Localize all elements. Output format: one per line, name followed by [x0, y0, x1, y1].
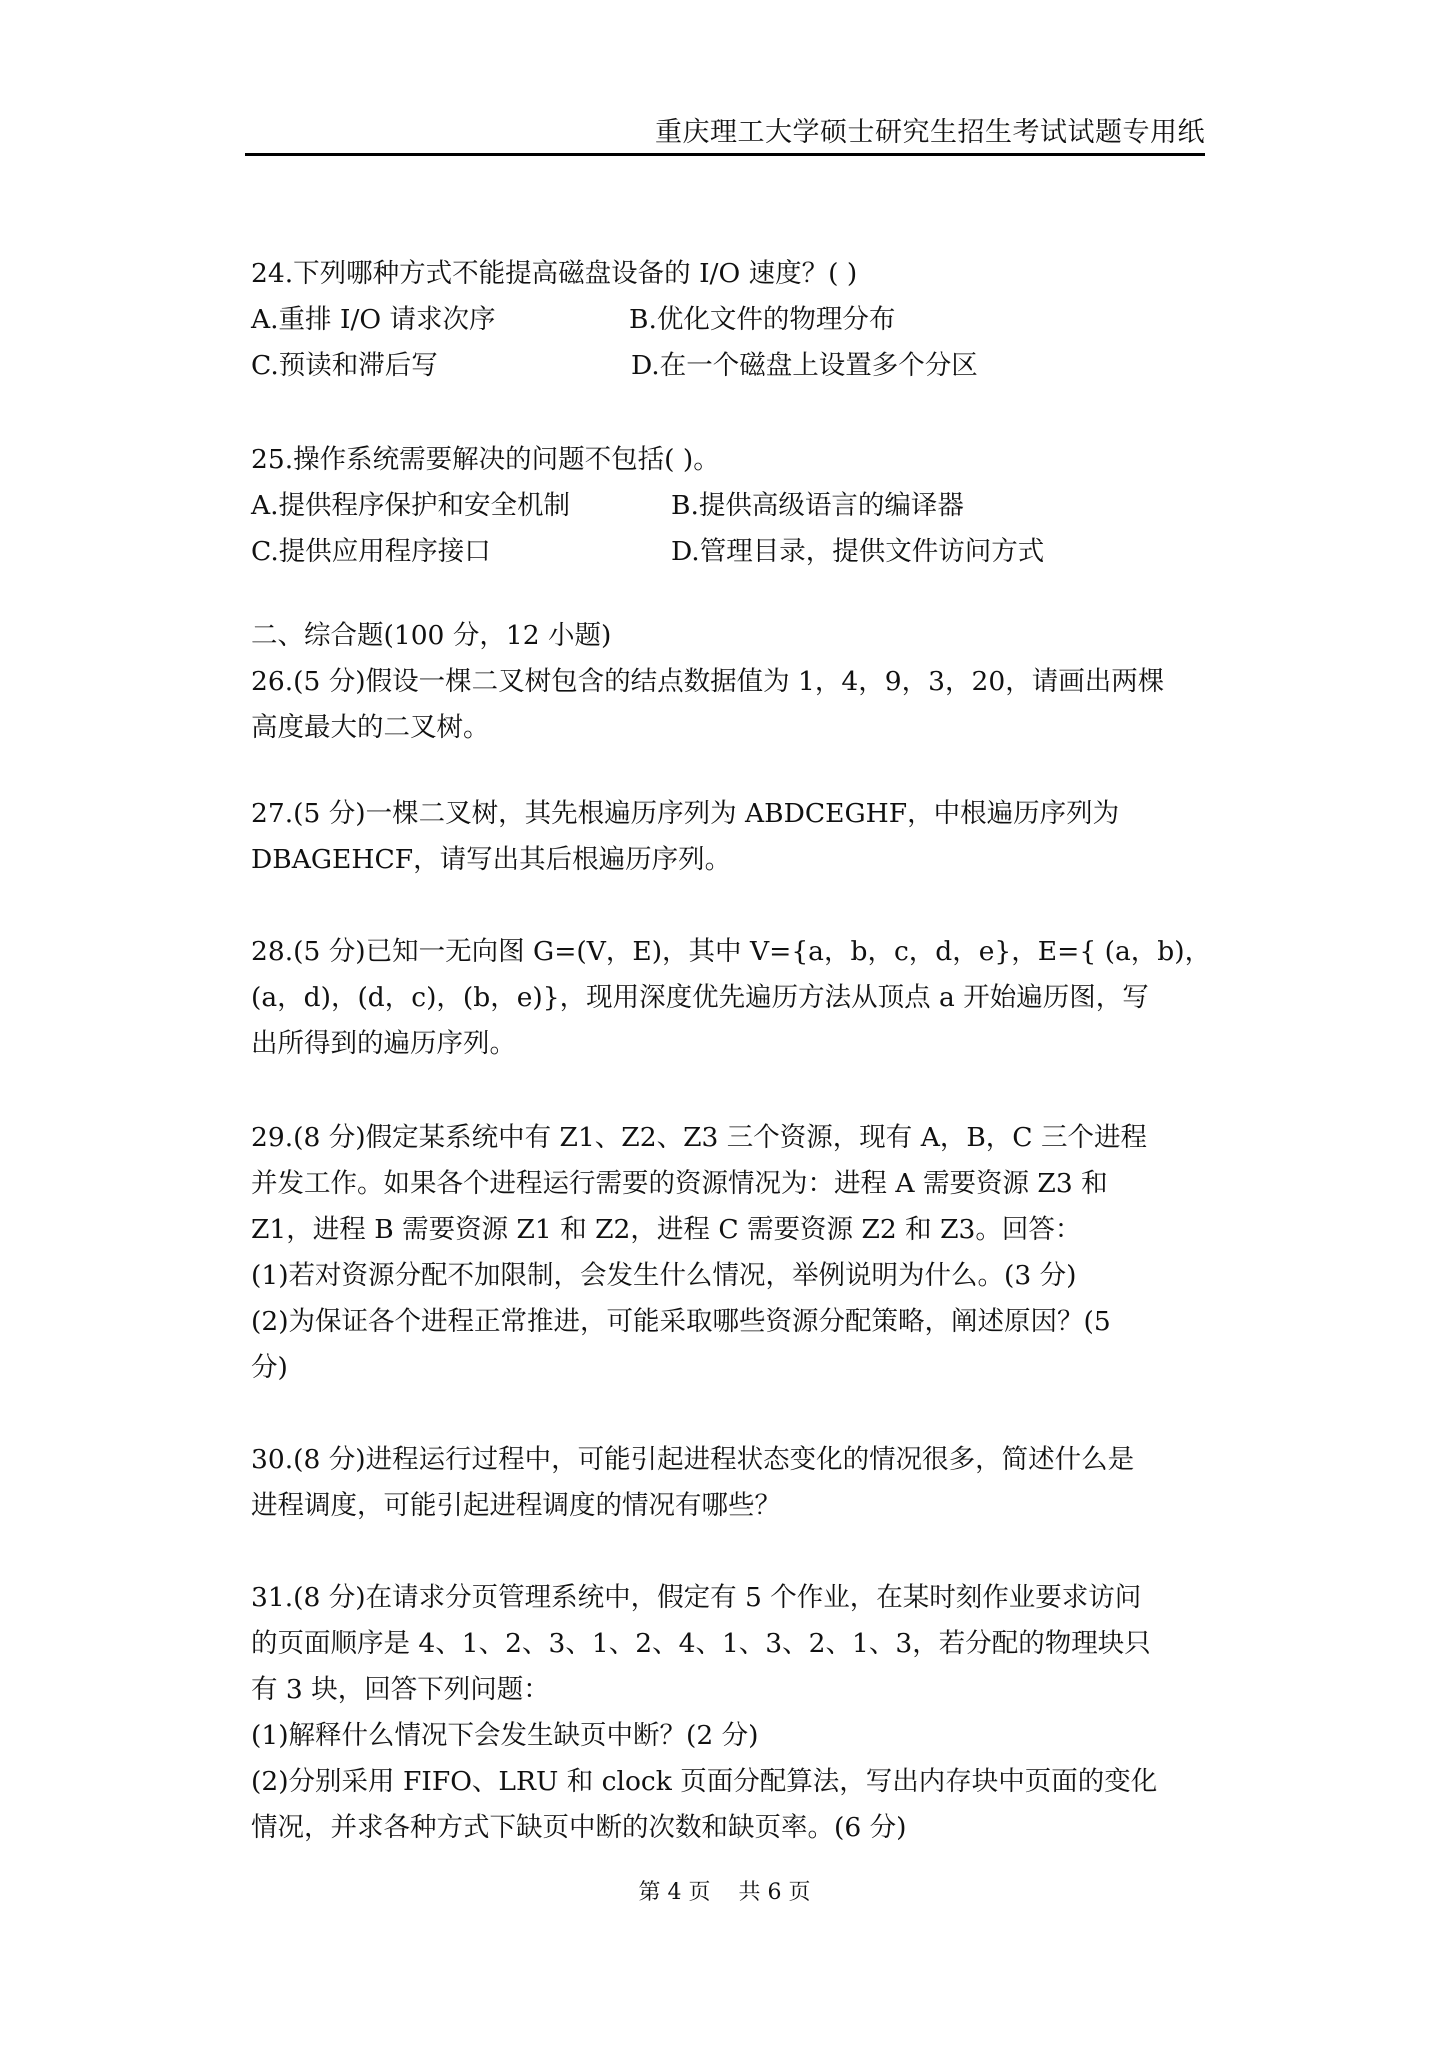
question-25-option-c: C.提供应用程序接口 — [251, 536, 491, 567]
header-title: 重庆理工大学硕士研究生招生考试试题专用纸 — [655, 117, 1205, 148]
question-29-line: 分) — [251, 1352, 288, 1383]
question-24-option-a: A.重排 I/O 请求次序 — [251, 304, 496, 335]
question-31-line: 有 3 块，回答下列问题： — [251, 1674, 550, 1705]
question-29-line: 并发工作。如果各个进程运行需要的资源情况为：进程 A 需要资源 Z3 和 — [251, 1168, 1108, 1199]
question-31-subquestion-1: (1)解释什么情况下会发生缺页中断？(2 分) — [251, 1720, 759, 1751]
question-26-line: 高度最大的二叉树。 — [251, 712, 490, 743]
question-31-line: 31.(8 分)在请求分页管理系统中，假定有 5 个作业，在某时刻作业要求访问 — [251, 1582, 1142, 1613]
page-footer: 第 4 页 共 6 页 — [638, 1880, 811, 1905]
question-30-line: 30.(8 分)进程运行过程中，可能引起进程状态变化的情况很多，简述什么是 — [251, 1444, 1135, 1475]
question-24-stem: 24.下列哪种方式不能提高磁盘设备的 I/O 速度？( ) — [251, 258, 858, 289]
question-31-subquestion-2: (2)分别采用 FIFO、LRU 和 clock 页面分配算法，写出内存块中页面的变化 — [251, 1766, 1158, 1797]
question-25-option-d: D.管理目录，提供文件访问方式 — [671, 536, 1045, 567]
question-29-subquestion-1: (1)若对资源分配不加限制，会发生什么情况，举例说明为什么。(3 分) — [251, 1260, 1077, 1291]
question-27-line: 27.(5 分)一棵二叉树，其先根遍历序列为 ABDCEGHF，中根遍历序列为 — [251, 798, 1120, 829]
header-divider — [245, 153, 1205, 156]
question-29-line: Z1，进程 B 需要资源 Z1 和 Z2，进程 C 需要资源 Z2 和 Z3。回答： — [251, 1214, 1082, 1245]
question-24-option-b: B.优化文件的物理分布 — [629, 304, 896, 335]
page-header — [245, 116, 1205, 156]
question-31-line: 的页面顺序是 4、1、2、3、1、2、4、1、3、2、1、3，若分配的物理块只 — [251, 1628, 1151, 1659]
question-24-option-d: D.在一个磁盘上设置多个分区 — [631, 350, 978, 381]
question-31-line: 情况，并求各种方式下缺页中断的次数和缺页率。(6 分) — [251, 1812, 907, 1843]
question-30-line: 进程调度，可能引起进程调度的情况有哪些？ — [251, 1490, 781, 1521]
question-29-subquestion-2: (2)为保证各个进程正常推进，可能采取哪些资源分配策略，阐述原因？(5 — [251, 1306, 1111, 1337]
question-29-line: 29.(8 分)假定某系统中有 Z1、Z2、Z3 三个资源，现有 A，B，C 三个进程 — [251, 1122, 1148, 1153]
question-28-line: (a，d)，(d，c)，(b，e)}，现用深度优先遍历方法从顶点 a 开始遍历图，写 — [251, 982, 1149, 1013]
question-26-line: 26.(5 分)假设一棵二叉树包含的结点数据值为 1，4，9，3，20，请画出两棵 — [251, 666, 1165, 697]
question-28-line: 出所得到的遍历序列。 — [251, 1028, 516, 1059]
question-24-option-c: C.预读和滞后写 — [251, 350, 438, 381]
question-28-line: 28.(5 分)已知一无向图 G=(V，E)，其中 V={a，b，c，d，e}，E={ (a，b)， — [251, 936, 1212, 967]
question-27-line: DBAGEHCF，请写出其后根遍历序列。 — [251, 844, 732, 875]
question-25-stem: 25.操作系统需要解决的问题不包括( )。 — [251, 444, 720, 475]
section-2-heading: 二、综合题(100 分，12 小题) — [251, 620, 612, 651]
question-25-option-b: B.提供高级语言的编译器 — [671, 490, 964, 521]
question-25-option-a: A.提供程序保护和安全机制 — [251, 490, 571, 521]
